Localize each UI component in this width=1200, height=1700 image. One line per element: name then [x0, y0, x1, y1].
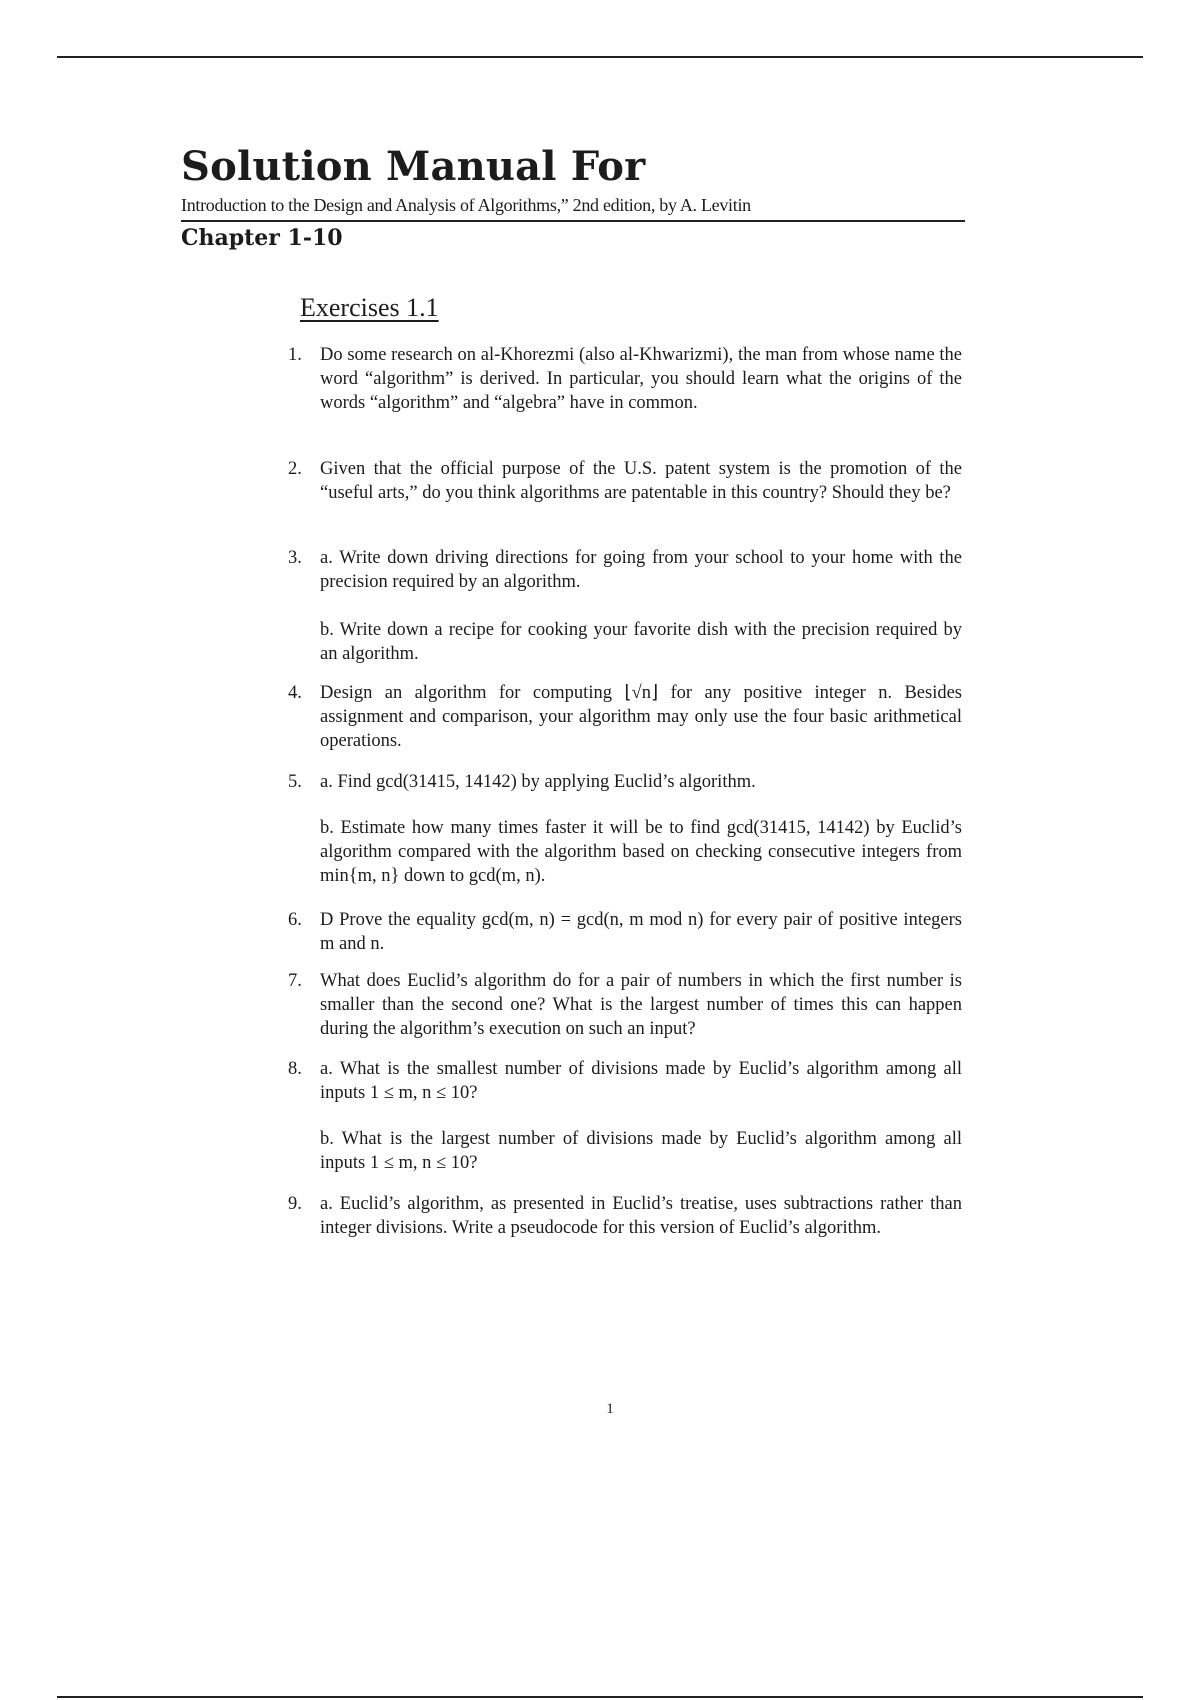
exercise-item-2: [288, 457, 962, 505]
exercise-item-3: [288, 546, 962, 666]
exercise-part-a: a. Euclid’s algorithm, as presented in Euclid’s treatise, uses subtractions rather than integer divisions. Write a pseudocode for this version of Euclid’s algorithm.: [320, 1194, 962, 1238]
exercise-text: Given that the official purpose of the U.S. patent system is the promotion of the “useful arts,” do you think algorithms are patentable in this country? Should they be?: [320, 459, 962, 503]
chapter-label: Chapter 1-10: [181, 225, 343, 251]
exercise-number: 7.: [288, 971, 302, 991]
exercise-part-a: a. Find gcd(31415, 14142) by applying Euclid’s algorithm.: [320, 772, 756, 792]
exercise-item-9: [288, 1192, 962, 1240]
section-heading: Exercises 1.1: [300, 293, 439, 322]
exercise-number: 3.: [288, 548, 302, 568]
exercise-part-b: b. Write down a recipe for cooking your favorite dish with the precision required by an algorithm.: [320, 620, 962, 664]
exercise-number: 4.: [288, 683, 302, 703]
exercise-part-b: b. What is the largest number of divisions made by Euclid’s algorithm among all inputs 1 ≤ m, n ≤ 10?: [320, 1129, 962, 1173]
exercise-part-b: b. Estimate how many times faster it will be to find gcd(31415, 14142) by Euclid’s algorithm compared with the algorithm based on checking consecutive integers from min{m, n} down to gcd(m, n).: [320, 818, 962, 886]
exercise-part-a: a. Write down driving directions for going from your school to your home with the precision required by an algorithm.: [320, 548, 962, 592]
exercise-number: 6.: [288, 910, 302, 930]
exercise-item-7: [288, 969, 962, 1041]
top-rule: [57, 56, 1143, 58]
page-number: 1: [606, 1401, 614, 1417]
exercise-item-8: [288, 1057, 962, 1175]
bottom-rule: [57, 1696, 1143, 1698]
document-title: Solution Manual For: [181, 143, 646, 190]
exercise-number: 9.: [288, 1194, 302, 1214]
exercise-part-a: a. What is the smallest number of divisions made by Euclid’s algorithm among all inputs 1 ≤ m, n ≤ 10?: [320, 1059, 962, 1103]
exercise-number: 8.: [288, 1059, 302, 1079]
book-subtitle: Introduction to the Design and Analysis of Algorithms,” 2nd edition, by A. Levitin: [181, 195, 751, 215]
exercise-number: 2.: [288, 459, 302, 479]
exercise-text: D Prove the equality gcd(m, n) = gcd(n, m mod n) for every pair of positive integers m and n.: [320, 910, 962, 954]
exercise-number: 1.: [288, 345, 302, 365]
exercise-item-4: [288, 681, 962, 753]
exercise-item-6: [288, 908, 962, 956]
exercise-text: What does Euclid’s algorithm do for a pair of numbers in which the first number is smaller than the second one? What is the largest number of times this can happen during the algorithm’s execution on such an input?: [320, 971, 962, 1039]
exercise-item-1: [288, 343, 962, 415]
exercise-text: Do some research on al-Khorezmi (also al-Khwarizmi), the man from whose name the word “algorithm” is derived. In particular, you should learn what the origins of the words “algorithm” and “algebra” have in common.: [320, 345, 962, 413]
exercise-number: 5.: [288, 772, 302, 792]
exercise-item-5: [288, 770, 962, 888]
exercise-text: Design an algorithm for computing ⌊√n⌋ for any positive integer n. Besides assignment and comparison, your algorithm may only use the four basic arithmetical operations.: [320, 683, 962, 751]
subtitle-rule: [181, 220, 965, 222]
